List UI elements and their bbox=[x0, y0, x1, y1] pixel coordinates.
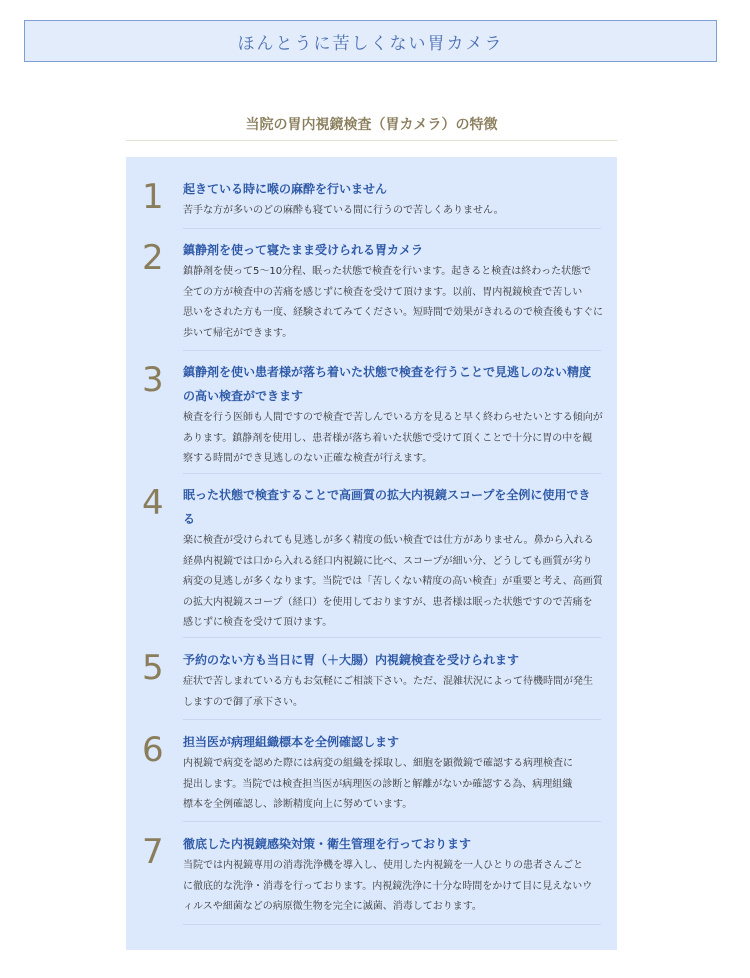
feature-body-line: に徹底的な洗浄・消毒を行っております。内視鏡洗浄に十分な時間をかけて目に見えないウ bbox=[183, 880, 593, 892]
feature-body-line: 症状で苦しまれている方もお気軽にご相談下さい。ただ、混雑状況によって待機時間が発生 bbox=[183, 676, 593, 687]
feature-body-line: 苦手な方が多いのどの麻酔も寝ている間に行うので苦しくありません。 bbox=[183, 205, 504, 216]
feature-body-line: 鎮静剤を使って5～10分程、眠った状態で検査を行います。起きると検査は終わった状態で bbox=[183, 266, 592, 277]
item-divider bbox=[183, 473, 601, 474]
feature-number: 7 bbox=[142, 832, 164, 872]
feature-body-line: あります。鎮静剤を使用し、患者様が落ち着いた状態で受けて頂くことで十分に胃の中を観 bbox=[183, 432, 593, 444]
feature-body-line: 歩いて帰宅ができます。 bbox=[183, 327, 293, 339]
feature-body-line: 全ての方が検査中の苦痛を感じずに検査を受けて頂けます。以前、胃内視鏡検査で苦しい bbox=[183, 286, 583, 298]
feature-body-line: 察する時間ができ見逃しのない正確な検査が行えます。 bbox=[183, 453, 433, 464]
features-panel bbox=[126, 157, 617, 950]
feature-body-line: 経鼻内視鏡では口から入れる経口内視鏡に比べ、スコープが細い分、どうしても画質が劣り bbox=[183, 555, 593, 567]
feature-title: 担当医が病理組織標本を全例確認します bbox=[183, 735, 400, 749]
item-divider bbox=[183, 228, 601, 229]
feature-title: 眠った状態で検査することで高画質の拡大内視鏡スコープを全例に使用でき bbox=[183, 488, 591, 502]
feature-number: 3 bbox=[142, 360, 164, 400]
item-divider bbox=[183, 719, 601, 720]
feature-title: 徹底した内視鏡感染対策・衛生管理を行っております bbox=[183, 837, 472, 851]
page-banner bbox=[24, 20, 717, 62]
feature-body-line: 提出します。当院では検査担当医が病理医の診断と解離がないか確認する為、病理組織 bbox=[183, 778, 573, 790]
feature-body-line: 感じずに検査を受けて頂けます。 bbox=[183, 617, 333, 628]
banner-title: ほんとうに苦しくない胃カメラ bbox=[237, 33, 504, 54]
feature-title: の高い検査ができます bbox=[183, 389, 304, 403]
feature-body-line: の拡大内視鏡スコープ（経口）を使用しておりますが、患者様は眠った状態ですので苦痛を bbox=[183, 596, 593, 608]
section-title: 当院の胃内視鏡検査（胃カメラ）の特徴 bbox=[245, 117, 498, 133]
feature-number: 2 bbox=[142, 238, 164, 278]
feature-title: る bbox=[183, 512, 196, 526]
feature-number: 1 bbox=[142, 177, 164, 217]
feature-body-line: 検査を行う医師も人間ですので検査で苦しんでいる方を見ると早く終わらせたいとする傾向が bbox=[183, 412, 603, 423]
section-title-underline bbox=[126, 140, 617, 141]
item-divider bbox=[183, 924, 601, 925]
feature-title: 鎮静剤を使って寝たまま受けられる胃カメラ bbox=[183, 243, 424, 257]
item-divider bbox=[183, 821, 601, 822]
feature-body-line: 当院では内視鏡専用の消毒洗浄機を導入し、使用した内視鏡を一人ひとりの患者さんごと bbox=[183, 860, 583, 871]
feature-body-line: 思いをされた方も一度、経験されてみてください。短時間で効果がきれるので検査後もすぐに bbox=[183, 307, 603, 318]
feature-body-line: 楽に検査が受けられても見逃しが多く精度の低い検査では仕方がありません。鼻から入れる bbox=[183, 535, 594, 546]
feature-body-line: ィルスや細菌などの病原微生物を完全に滅菌、消毒しております。 bbox=[183, 901, 482, 912]
feature-body-line: しますので御了承下さい。 bbox=[183, 696, 303, 708]
feature-body-line: 標本を全例確認し、診断精度向上に努めています。 bbox=[183, 799, 413, 810]
feature-body-line: 病変の見逃しが多くなります。当院では「苦しくない精度の高い検査」が重要と考え、高画質 bbox=[183, 576, 603, 587]
feature-number: 5 bbox=[142, 648, 164, 688]
feature-title: 予約のない方も当日に胃（＋大腸）内視鏡検査を受けられます bbox=[183, 653, 520, 667]
feature-title: 起きている時に喉の麻酔を行いません bbox=[183, 182, 388, 196]
item-divider bbox=[183, 350, 601, 351]
feature-title: 鎮静剤を使い患者様が落ち着いた状態で検査を行うことで見逃しのない精度 bbox=[183, 365, 592, 379]
feature-number: 6 bbox=[142, 730, 164, 770]
feature-body-line: 内視鏡で病変を認めた際には病変の組織を採取し、細胞を顕微鏡で確認する病理検査に bbox=[183, 758, 573, 769]
item-divider bbox=[183, 637, 601, 638]
feature-number: 4 bbox=[142, 483, 164, 523]
